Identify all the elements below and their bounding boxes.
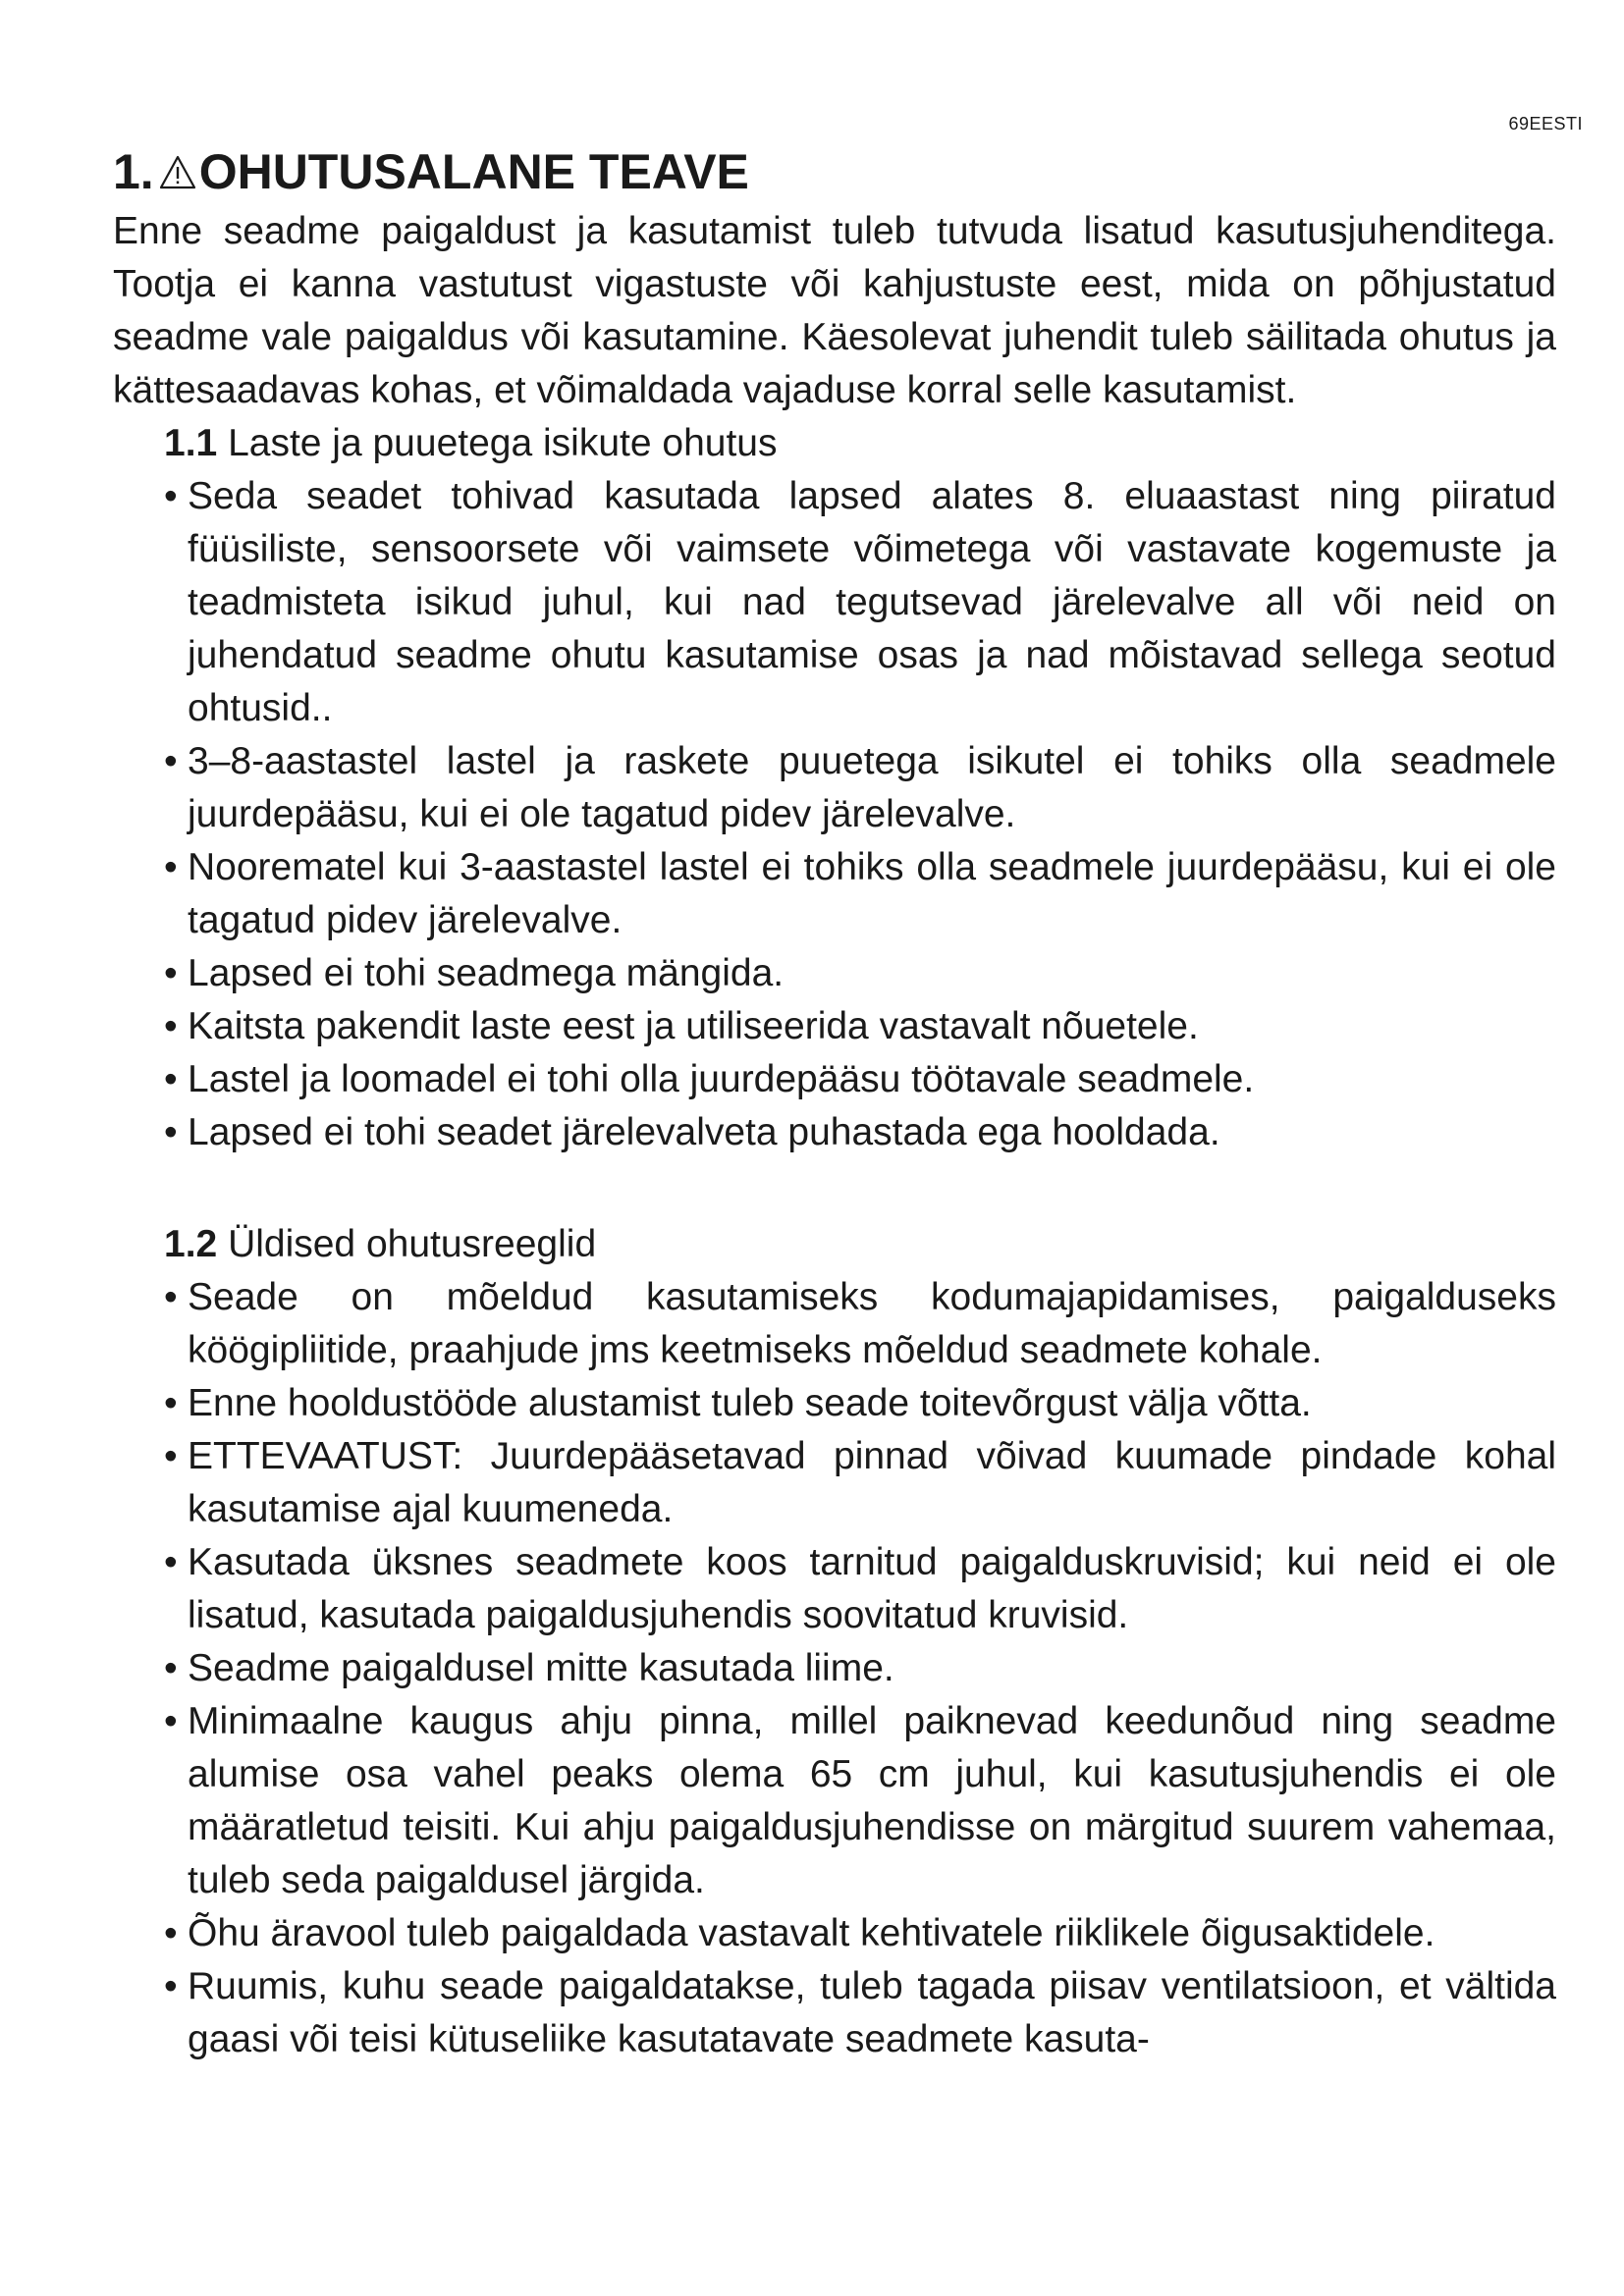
list-item-text: Kaitsta pakendit laste eest ja utiliseerida vastavalt nõuetele. <box>188 1005 1199 1047</box>
list-item <box>164 841 1556 947</box>
section-number: 1. <box>113 144 154 199</box>
section-title: OHUTUSALANE TEAVE <box>198 144 749 199</box>
list-item <box>164 1907 1556 1960</box>
list-item-text: Noorematel kui 3-aastastel lastel ei tohiks olla seadmele juurdepääsu, kui ei ole tagatud pidev järelevalve. <box>188 846 1556 941</box>
list-item <box>164 470 1556 735</box>
list-item-text: Lastel ja loomadel ei tohi olla juurdepääsu töötavale seadmele. <box>188 1058 1255 1100</box>
list-item-text: Enne hooldustööde alustamist tuleb seade toitevõrgust välja võtta. <box>188 1382 1312 1424</box>
subsection-children-safety <box>164 417 1556 1159</box>
bullet-icon: • <box>164 1111 178 1153</box>
bullet-icon: • <box>164 1005 178 1047</box>
subsection-general-safety <box>164 1218 1556 2066</box>
list-item <box>164 1695 1556 1907</box>
list-item-text: Seade on mõeldud kasutamiseks kodumajapidamises, paigalduseks köögipliitide, praahjude jms keetmiseks mõeldud seadmete kohale. <box>188 1276 1556 1371</box>
subsection-title: Laste ja puuetega isikute ohutus <box>228 422 778 464</box>
bullet-icon: • <box>164 1912 178 1954</box>
bullet-icon: • <box>164 1965 178 2007</box>
list-item <box>164 1377 1556 1430</box>
bullet-icon: • <box>164 740 178 782</box>
bullet-icon: • <box>164 1382 178 1424</box>
subsection-number: 1.1 <box>164 422 218 464</box>
list-item-text: Lapsed ei tohi seadmega mängida. <box>188 952 785 994</box>
list-item-text: Minimaalne kaugus ahju pinna, millel paiknevad keedunõud ning seadme alumise osa vahel peaks olema 65 cm juhul, kui kasutusjuhendis ei ole määratletud teisiti. Kui ahju paigaldusjuhendisse on märgitud suurem vahemaa, tuleb seda paigaldusel järgida. <box>188 1700 1556 1901</box>
bullet-icon: • <box>164 1435 178 1477</box>
list-item <box>164 1536 1556 1642</box>
list-item <box>164 1960 1556 2066</box>
bullet-icon: • <box>164 952 178 994</box>
bullet-icon: • <box>164 846 178 888</box>
list-item-text: Ruumis, kuhu seade paigaldatakse, tuleb tagada piisav ventilatsioon, et vältida gaasi või teisi kütuseliike kasutatavate seadmete kasuta- <box>188 1965 1556 2060</box>
subsection-heading <box>164 417 1556 470</box>
bullet-icon: • <box>164 1276 178 1318</box>
bullet-icon: • <box>164 1541 178 1583</box>
list-item-text: 3–8-aastastel lastel ja raskete puuetega isikutel ei tohiks olla seadmele juurdepääsu, kui ei ole tagatud pidev järelevalve. <box>188 740 1556 835</box>
bullet-icon: • <box>164 1647 178 1689</box>
list-item <box>164 947 1556 1000</box>
list-item <box>164 1430 1556 1536</box>
bullet-list <box>164 470 1556 1159</box>
subsection-heading <box>164 1218 1556 1271</box>
list-item <box>164 1053 1556 1106</box>
list-item <box>164 735 1556 841</box>
page-content <box>113 145 1556 2066</box>
page-number: 69EESTI <box>1508 114 1583 133</box>
list-item <box>164 1106 1556 1159</box>
bullet-icon: • <box>164 1700 178 1742</box>
bullet-icon: • <box>164 1058 178 1100</box>
list-item-text: Seadme paigaldusel mitte kasutada liime. <box>188 1647 894 1689</box>
list-item-text: Kasutada üksnes seadmete koos tarnitud paigalduskruvisid; kui neid ei ole lisatud, kasutada paigaldusjuhendis soovitatud kruvisid. <box>188 1541 1556 1636</box>
list-item <box>164 1000 1556 1053</box>
section-heading <box>113 145 1556 199</box>
list-item-text: Lapsed ei tohi seadet järelevalveta puhastada ega hooldada. <box>188 1111 1220 1153</box>
intro-paragraph: Enne seadme paigaldust ja kasutamist tuleb tutvuda lisatud kasutusjuhenditega. Tootja ei kanna vastutust vigastuste või kahjustuste eest, mida on põhjustatud seadme vale paigaldus või kasutamine. Käesolevat juhendit tuleb säilitada ohutus ja kättesaadavas kohas, et võimaldada vajaduse korral selle kasutamist. <box>113 210 1556 411</box>
bullet-list <box>164 1271 1556 2066</box>
subsection-number: 1.2 <box>164 1223 218 1265</box>
warning-triangle-icon <box>158 153 197 192</box>
list-item-text: Õhu äravool tuleb paigaldada vastavalt kehtivatele riiklikele õigusaktidele. <box>188 1912 1435 1954</box>
list-item <box>164 1642 1556 1695</box>
bullet-icon: • <box>164 475 178 517</box>
subsection-title: Üldised ohutusreeglid <box>228 1223 597 1265</box>
section-gap <box>113 1159 1556 1218</box>
list-item-text: Seda seadet tohivad kasutada lapsed alates 8. eluaastast ning piiratud füüsiliste, sensoorsete või vaimsete võimetega või vastavate kogemuste ja teadmisteta isikud juhul, kui nad tegutsevad järelevalve all või neid on juhendatud seadme ohutu kasutamise osas ja nad mõistavad sellega seotud ohtusid.. <box>188 475 1556 729</box>
list-item-text: ETTEVAATUST: Juurdepääsetavad pinnad võivad kuumade pindade kohal kasutamise ajal kuumeneda. <box>188 1435 1556 1530</box>
list-item <box>164 1271 1556 1377</box>
